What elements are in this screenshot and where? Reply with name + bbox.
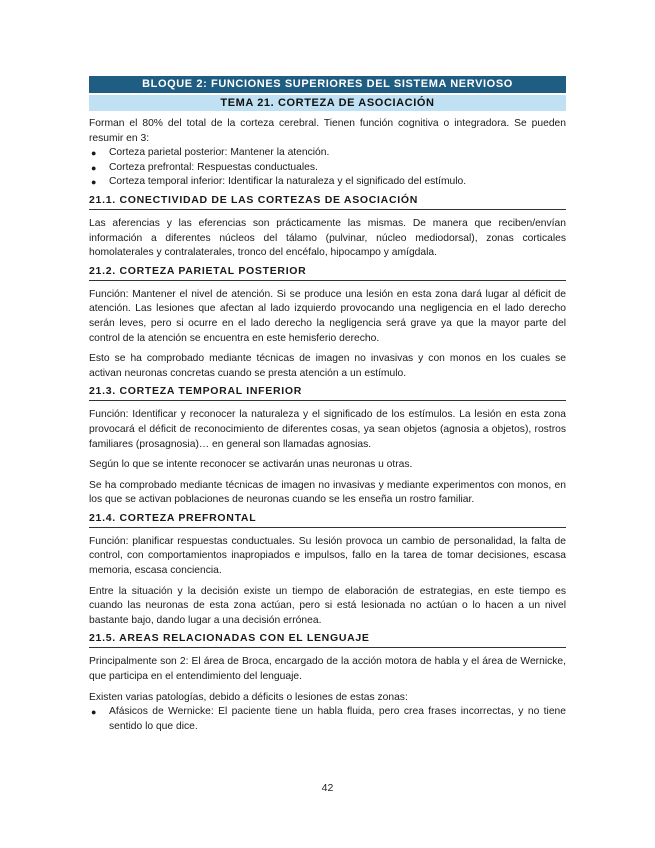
lenguaje-bullet-list <box>89 705 566 734</box>
section-paragraph: Existen varias patologías, debido a déficits o lesiones de estas zonas: <box>89 691 408 703</box>
intro-paragraph: Forman el 80% del total de la corteza cerebral. Tienen función cognitiva o integradora. Se pueden resumir en 3: <box>89 118 566 144</box>
section-heading: 21.1. CONECTIVIDAD DE LAS CORTEZAS DE ASOCIACIÓN <box>89 193 566 210</box>
section-conectividad <box>89 193 566 261</box>
section-paragraph: Función: Identificar y reconocer la naturaleza y el significado de los estímulos. La lesión en esta zona provocará el déficit de reconocimiento de diferentes cosas, ya sean objetos (agnosia a objetos), rostros familiares (prosagnosia)… en general son llamadas agnosias. <box>89 409 566 450</box>
section-heading: 21.2. CORTEZA PARIETAL POSTERIOR <box>89 264 566 281</box>
list-item <box>89 705 566 734</box>
section-paragraph: Función: Mantener el nivel de atención. Si se produce una lesión en esta zona dará lugar al déficit de atención. Las lesiones que afectan al lado izquierdo provocando una negligencia en el lado derecho serán leves, pero si ocurre en el lado derecho la negligencia será grave ya que la mayor parte del control de la atención se encuentra en este hemisferio derecho. <box>89 288 566 344</box>
list-item <box>89 146 566 161</box>
section-lenguaje <box>89 631 566 734</box>
section-heading: 21.5. AREAS RELACIONADAS CON EL LENGUAJE <box>89 631 566 648</box>
list-item <box>89 175 566 190</box>
page-content <box>89 76 566 734</box>
list-item-text: Corteza parietal posterior: Mantener la atención. <box>109 147 330 159</box>
section-paragraph: Las aferencias y las eferencias son prácticamente las mismas. De manera que reciben/envían información a diferentes núcleos del tálamo (pulvinar, núcleo mediodorsal), zonas corticales homolaterales y contralaterales, tronco del encéfalo, hipocampo y amígdala. <box>89 217 566 259</box>
section-paragraph: Se ha comprobado mediante técnicas de imagen no invasivas y mediante experimentos con monos, en los que se activan poblaciones de neuronas cuando se les enseña un rostro familiar. <box>89 479 566 506</box>
bullet-icon: ● <box>91 148 97 159</box>
bullet-icon: ● <box>91 162 97 173</box>
list-item <box>89 161 566 176</box>
block-title-banner: BLOQUE 2: FUNCIONES SUPERIORES DEL SISTEMA NERVIOSO <box>89 76 566 93</box>
section-heading: 21.4. CORTEZA PREFRONTAL <box>89 511 566 528</box>
intro-bullet-list <box>89 146 566 190</box>
section-paragraph: Esto se ha comprobado mediante técnicas de imagen no invasivas y con monos en los cuales se activan neuronas concretas cuando se presta atención a un estímulo. <box>89 353 566 379</box>
section-paragraph: Principalmente son 2: El área de Broca, encargado de la acción motora de habla y el área de Wernicke, que participa en el entendimiento del lenguaje. <box>89 656 566 683</box>
bullet-icon: ● <box>91 177 97 188</box>
section-paragraph: Función: planificar respuestas conductuales. Su lesión provoca un cambio de personalidad, la falta de control, con comportamientos inapropiados e impulsos, fallo en la tarea de tomar decisiones, escasa memoria, escasa conciencia. <box>89 535 566 577</box>
list-item-text: Afásicos de Wernicke: El paciente tiene un habla fluida, pero crea frases incorrectas, y no tiene sentido lo que dice. <box>109 706 566 732</box>
section-paragraph: Entre la situación y la decisión existe un tiempo de elaboración de estrategias, en este tiempo es cuando las neuronas de esta zona actúan, pero si está lesionada no actúan o lo hacen a un nivel bastante bajo, dando lugar a una decisión errónea. <box>89 585 566 626</box>
tema-title-banner: TEMA 21. CORTEZA DE ASOCIACIÓN <box>89 95 566 111</box>
section-parietal-posterior <box>89 264 566 382</box>
section-paragraph: Según lo que se intente reconocer se activarán unas neuronas u otras. <box>89 459 413 471</box>
bullet-icon: ● <box>91 707 97 718</box>
page-number: 42 <box>321 782 334 794</box>
section-temporal-inferior <box>89 384 566 508</box>
section-heading: 21.3. CORTEZA TEMPORAL INFERIOR <box>89 384 566 401</box>
list-item-text: Corteza prefrontal: Respuestas conductuales. <box>109 161 318 173</box>
section-prefrontal <box>89 511 566 629</box>
list-item-text: Corteza temporal inferior: Identificar la naturaleza y el significado del estímulo. <box>109 176 467 188</box>
